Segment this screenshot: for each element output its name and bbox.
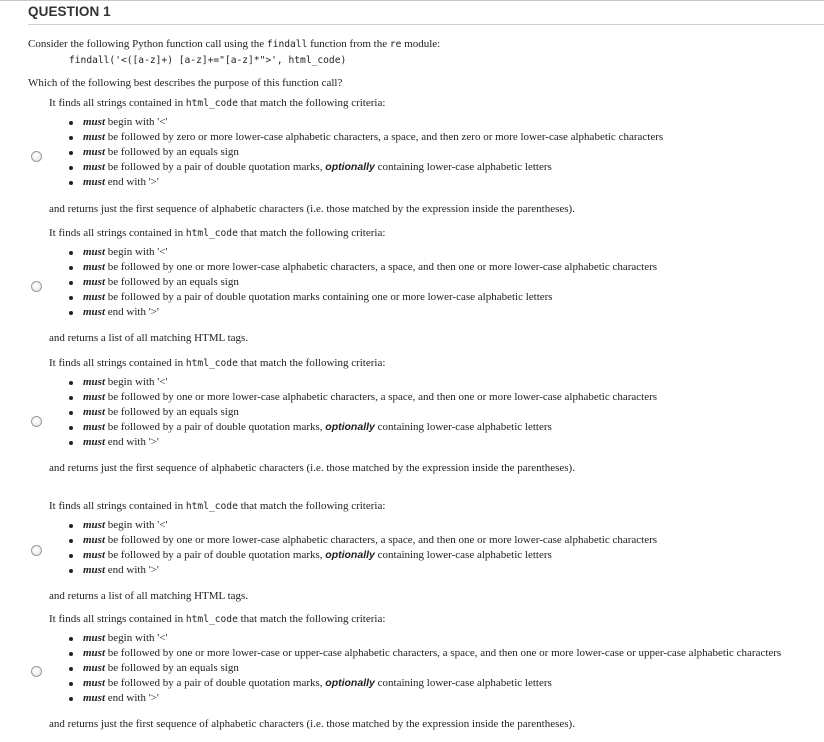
criterion: [69, 290, 657, 305]
lead-variable: html_code: [185, 98, 238, 109]
must-word: must: [83, 291, 106, 303]
criteria-list: [69, 375, 657, 450]
criterion-text: be followed by an equals sign: [105, 662, 239, 674]
option-4-radio[interactable]: [31, 545, 42, 556]
criterion-text: be followed by one or more lower-case alphabetic characters, a space, and then one or more lower-case alphabetic characters: [105, 534, 658, 546]
criterion-text: be followed by a pair of double quotation marks,: [105, 677, 326, 689]
must-word: must: [83, 632, 106, 644]
criterion-text: end with '>': [105, 436, 159, 448]
question-intro: [28, 38, 440, 50]
must-word: must: [83, 534, 106, 546]
criterion: [69, 245, 657, 260]
criterion: [69, 548, 657, 563]
option-5-radio[interactable]: [31, 666, 42, 677]
option-lead: [49, 227, 385, 239]
criterion-text: containing lower-case alphabetic letters: [374, 677, 552, 689]
option-trail: and returns just the first sequence of alphabetic characters (i.e. those matched by the expression inside the parentheses).: [49, 462, 575, 474]
criterion-text: begin with '<': [105, 519, 168, 531]
criterion-text: end with '>': [105, 692, 159, 704]
option-1-radio[interactable]: [31, 151, 42, 162]
must-word: must: [83, 376, 106, 388]
must-word: must: [83, 391, 106, 403]
question-prompt: Which of the following best describes the purpose of this function call?: [28, 77, 343, 89]
must-word: must: [83, 306, 106, 318]
criterion: [69, 275, 657, 290]
criterion-text: be followed by a pair of double quotation marks containing one or more lower-case alphabetic letters: [105, 291, 553, 303]
criterion-text: be followed by one or more lower-case or upper-case alphabetic characters, a space, and then one or more lower-case or upper-case alphabetic characters: [105, 647, 782, 659]
must-word: must: [83, 406, 106, 418]
code-snippet: findall('<([a-z]+) [a-z]+="[a-z]*">', html_code): [69, 55, 347, 66]
must-word: must: [83, 246, 106, 258]
criterion-text: be followed by an equals sign: [105, 406, 239, 418]
criterion: [69, 175, 663, 190]
must-word: must: [83, 564, 106, 576]
intro-text-a: Consider the following Python function call using the: [28, 38, 267, 50]
optionally-word: optionally: [325, 421, 375, 433]
lead-text-b: that match the following criteria:: [237, 613, 386, 625]
criterion: [69, 533, 657, 548]
lead-text-b: that match the following criteria:: [237, 227, 386, 239]
criterion-text: be followed by a pair of double quotation marks,: [105, 421, 326, 433]
criterion: [69, 435, 657, 450]
must-word: must: [83, 131, 106, 143]
lead-text-b: that match the following criteria:: [237, 500, 386, 512]
criteria-list: [69, 518, 657, 578]
criterion-text: be followed by an equals sign: [105, 276, 239, 288]
top-border: [0, 0, 824, 1]
criterion: [69, 563, 657, 578]
option-trail: and returns a list of all matching HTML tags.: [49, 332, 249, 344]
criterion-text: begin with '<': [105, 632, 168, 644]
must-word: must: [83, 549, 106, 561]
criterion: [69, 420, 657, 435]
criterion-text: begin with '<': [105, 246, 168, 258]
criteria-list: [69, 245, 657, 320]
must-word: must: [83, 662, 106, 674]
intro-text-c: module:: [401, 38, 441, 50]
option-3-radio[interactable]: [31, 416, 42, 427]
lead-text-b: that match the following criteria:: [237, 97, 386, 109]
lead-variable: html_code: [185, 228, 238, 239]
must-word: must: [83, 276, 106, 288]
criterion-text: end with '>': [105, 306, 159, 318]
criterion: [69, 646, 781, 661]
option-trail: and returns just the first sequence of alphabetic characters (i.e. those matched by the expression inside the parentheses).: [49, 718, 575, 730]
option-lead: [49, 97, 385, 109]
criterion-text: be followed by a pair of double quotation marks,: [105, 161, 326, 173]
lead-text-a: It finds all strings contained in: [49, 357, 186, 369]
criterion-text: containing lower-case alphabetic letters: [374, 549, 552, 561]
criterion: [69, 405, 657, 420]
intro-function-name: findall: [266, 39, 308, 50]
criterion: [69, 305, 657, 320]
must-word: must: [83, 692, 106, 704]
criterion: [69, 676, 781, 691]
criterion-text: be followed by one or more lower-case alphabetic characters, a space, and then one or more lower-case alphabetic characters: [105, 261, 658, 273]
criterion-text: be followed by an equals sign: [105, 146, 239, 158]
lead-text-a: It finds all strings contained in: [49, 613, 186, 625]
criterion: [69, 631, 781, 646]
criterion-text: be followed by a pair of double quotation marks,: [105, 549, 326, 561]
must-word: must: [83, 116, 106, 128]
optionally-word: optionally: [325, 161, 375, 173]
must-word: must: [83, 421, 106, 433]
must-word: must: [83, 146, 106, 158]
optionally-word: optionally: [325, 549, 375, 561]
option-trail: and returns a list of all matching HTML tags.: [49, 590, 249, 602]
criterion-text: be followed by zero or more lower-case alphabetic characters, a space, and then zero or more lower-case alphabetic characters: [105, 131, 664, 143]
option-lead: [49, 357, 385, 369]
criterion-text: containing lower-case alphabetic letters: [374, 421, 552, 433]
must-word: must: [83, 261, 106, 273]
lead-text-b: that match the following criteria:: [237, 357, 386, 369]
criterion-text: containing lower-case alphabetic letters: [374, 161, 552, 173]
question-title: QUESTION 1: [28, 4, 111, 19]
optionally-word: optionally: [325, 677, 375, 689]
lead-text-a: It finds all strings contained in: [49, 227, 186, 239]
lead-variable: html_code: [185, 358, 238, 369]
criterion-text: be followed by one or more lower-case alphabetic characters, a space, and then one or more lower-case alphabetic characters: [105, 391, 658, 403]
title-divider: [28, 24, 824, 25]
lead-text-a: It finds all strings contained in: [49, 97, 186, 109]
criteria-list: [69, 631, 781, 706]
criterion-text: end with '>': [105, 176, 159, 188]
criterion: [69, 691, 781, 706]
option-trail: and returns just the first sequence of alphabetic characters (i.e. those matched by the expression inside the parentheses).: [49, 203, 575, 215]
criterion: [69, 375, 657, 390]
criterion: [69, 390, 657, 405]
criterion-text: begin with '<': [105, 376, 168, 388]
must-word: must: [83, 176, 106, 188]
intro-module-name: re: [389, 39, 402, 50]
lead-variable: html_code: [185, 614, 238, 625]
criterion: [69, 661, 781, 676]
must-word: must: [83, 519, 106, 531]
criteria-list: [69, 115, 663, 190]
criterion: [69, 518, 657, 533]
criterion-text: begin with '<': [105, 116, 168, 128]
lead-variable: html_code: [185, 501, 238, 512]
criterion: [69, 115, 663, 130]
criterion: [69, 260, 657, 275]
criterion: [69, 130, 663, 145]
must-word: must: [83, 161, 106, 173]
must-word: must: [83, 436, 106, 448]
intro-text-b: function from the: [307, 38, 390, 50]
must-word: must: [83, 647, 106, 659]
option-lead: [49, 613, 385, 625]
must-word: must: [83, 677, 106, 689]
criterion: [69, 160, 663, 175]
criterion: [69, 145, 663, 160]
lead-text-a: It finds all strings contained in: [49, 500, 186, 512]
option-lead: [49, 500, 385, 512]
criterion-text: end with '>': [105, 564, 159, 576]
option-2-radio[interactable]: [31, 281, 42, 292]
